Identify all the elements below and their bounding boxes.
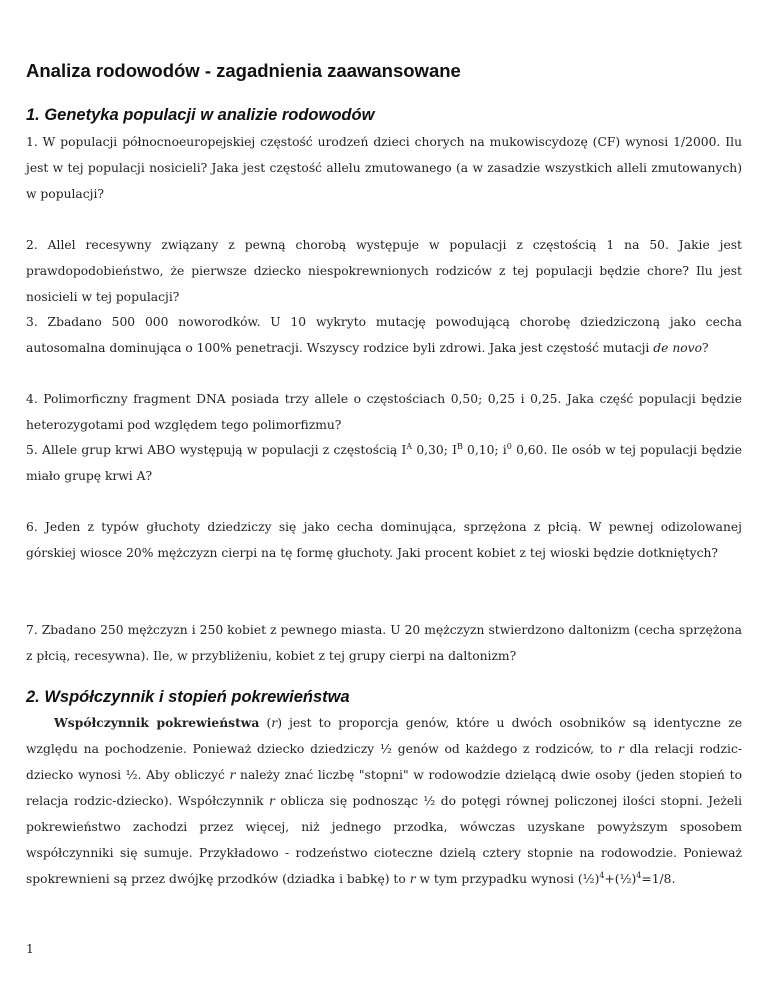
section-2-heading: 2. Współczynnik i stopień pokrewieństwa [26, 688, 350, 706]
page-number: 1 [26, 942, 34, 956]
section-2-paragraph: Współczynnik pokrewieństwa (r) jest to proporcja genów, które u dwóch osobników są identyczne ze względu na pochodzenie. Ponieważ dziecko dziedziczy ½ genów od każdego z rodziców, to r dla relacji rodzic-dziecko wynosi ½. Aby obliczyć r należy znać liczbę "stopni" w rodowodzie dzielącą dwie osoby (jeden stopień to relacja rodzic-dziecko). Współczynnik r oblicza się podnosząc ½ do potęgi równej policzonej ilości stopni. Jeżeli pokrewieństwo zachodzi przez więcej, niż jednego przodka, wówczas uzyskane powyższym sposobem współczynniki się sumuje. Przykładowo - rodzeństwo cioteczne dzielą cztery stopnie na rodowodzie. Ponieważ spokrewnieni są przez dwójkę przodków (dziadka i babkę) to r w tym przypadku wynosi (½)$^4$+(½)$^4$=1/8. [26, 715, 743, 886]
section-1-heading: 1. Genetyka populacji w analizie rodowodów [26, 106, 375, 124]
question-6: 6. Jeden z typów głuchoty dziedziczy się jako cecha dominująca, sprzężona z płcią. W pewnej odizolowanej górskiej wiosce 20% mężczyzn cierpi na tę formę głuchoty. Jaki procent kobiet z tej wioski będzie dotkniętych? [26, 520, 742, 560]
question-2: 2. Allel recesywny związany z pewną chorobą występuje w populacji z częstością 1 na 50. Jakie jest prawdopodobieństwo, że pierwsze dziecko niespokrewnionych rodziców z tej populacji będzie chore? Ilu jest nosicieli w tej populacji? [26, 238, 742, 304]
document-page [26, 0, 742, 994]
question-3: 3. Zbadano 500 000 noworodków. U 10 wykryto mutację powodującą chorobę dziedziczoną jako cecha autosomalna dominująca o 100% penetracji. Wszyscy rodzice byli zdrowi. Jaka jest częstość mutacji de novo? [26, 315, 742, 355]
question-5: 5. Allele grup krwi ABO występują w populacji z częstością $I^A$ 0,30; $I^B$ 0,10; $i^0$ 0,60. Ile osób w tej populacji będzie miało grupę krwi A? [26, 441, 743, 483]
question-7: 7. Zbadano 250 mężczyzn i 250 kobiet z pewnego miasta. U 20 mężczyzn stwierdzono daltonizm (cecha sprzężona z płcią, recesywna). Ile, w przybliżeniu, kobiet z tej grupy cierpi na daltonizm? [26, 623, 742, 663]
question-1: 1. W populacji północnoeuropejskiej częstość urodzeń dzieci chorych na mukowiscydozę (CF) wynosi 1/2000. Ilu jest w tej populacji nosicieli? Jaka jest częstość allelu zmutowanego (a w zasadzie wszystkich alleli zmutowanych) w populacji? [26, 135, 742, 201]
document-title: Analiza rodowodów - zagadnienia zaawansowane [26, 60, 461, 81]
question-4: 4. Polimorficzny fragment DNA posiada trzy allele o częstościach 0,50; 0,25 i 0,25. Jaka część populacji będzie heterozygotami pod względem tego polimorfizmu? [26, 392, 742, 432]
